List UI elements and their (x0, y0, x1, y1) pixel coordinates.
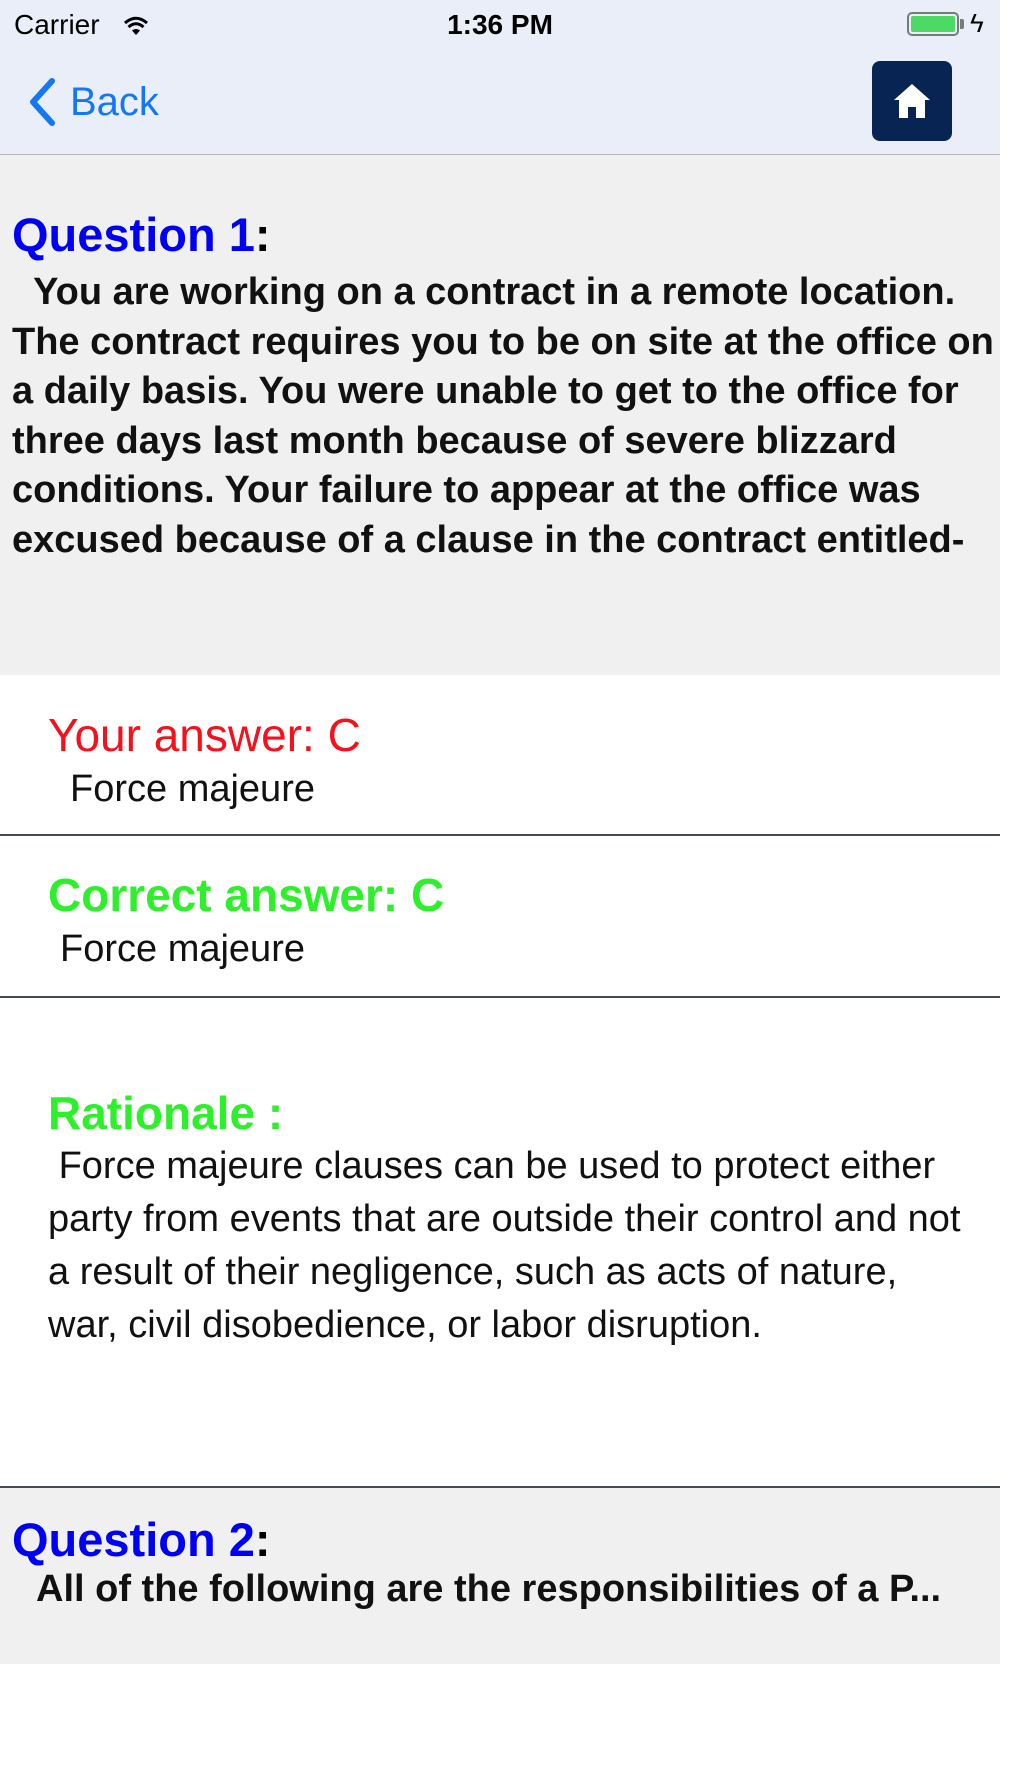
question-1-block (0, 155, 1005, 675)
status-bar (0, 0, 1000, 50)
home-icon (892, 81, 932, 121)
chevron-left-icon (28, 77, 56, 127)
question-title (12, 207, 271, 262)
question-number: Question 2 (12, 1513, 255, 1566)
question-text: You are working on a contract in a remote location. The contract requires you to be on site at the office on a daily basis. You were unable to get to the office for three days last month because of severe blizzard conditions. Your failure to appear at the office was excused because of a clause in the contract entitled- (12, 271, 1005, 561)
rationale-label: Rationale : (48, 1087, 284, 1139)
carrier-label: Carrier (14, 9, 100, 40)
your-answer-text: Force majeure (70, 768, 315, 810)
back-button[interactable] (28, 76, 159, 128)
question-text: All of the following are the responsibilities of a P... (36, 1568, 942, 1610)
charging-bolt-icon: ϟ (970, 8, 984, 38)
your-answer-row (0, 676, 1000, 836)
colon: : (254, 208, 271, 261)
clock: 1:36 PM (447, 9, 553, 40)
back-label: Back (70, 79, 159, 124)
colon: : (254, 1513, 271, 1566)
rationale-text: Force majeure clauses can be used to protect either party from events that are outside their control and not a result of their negligence, such as acts of nature, war, civil disobedience, or labor disruption. (48, 1145, 972, 1346)
navigation-bar (0, 50, 1000, 155)
battery-tip (960, 19, 964, 29)
correct-answer-text: Force majeure (60, 928, 305, 970)
battery-icon (907, 12, 959, 36)
question-number: Question 1 (12, 208, 255, 261)
question-title (12, 1512, 271, 1567)
home-button[interactable] (872, 61, 952, 141)
correct-answer-row (0, 836, 1000, 998)
correct-answer-label: Correct answer: C (48, 869, 445, 921)
question-2-block[interactable] (0, 1488, 1000, 1664)
your-answer-label: Your answer: C (48, 709, 361, 761)
rationale-section (0, 998, 1000, 1488)
